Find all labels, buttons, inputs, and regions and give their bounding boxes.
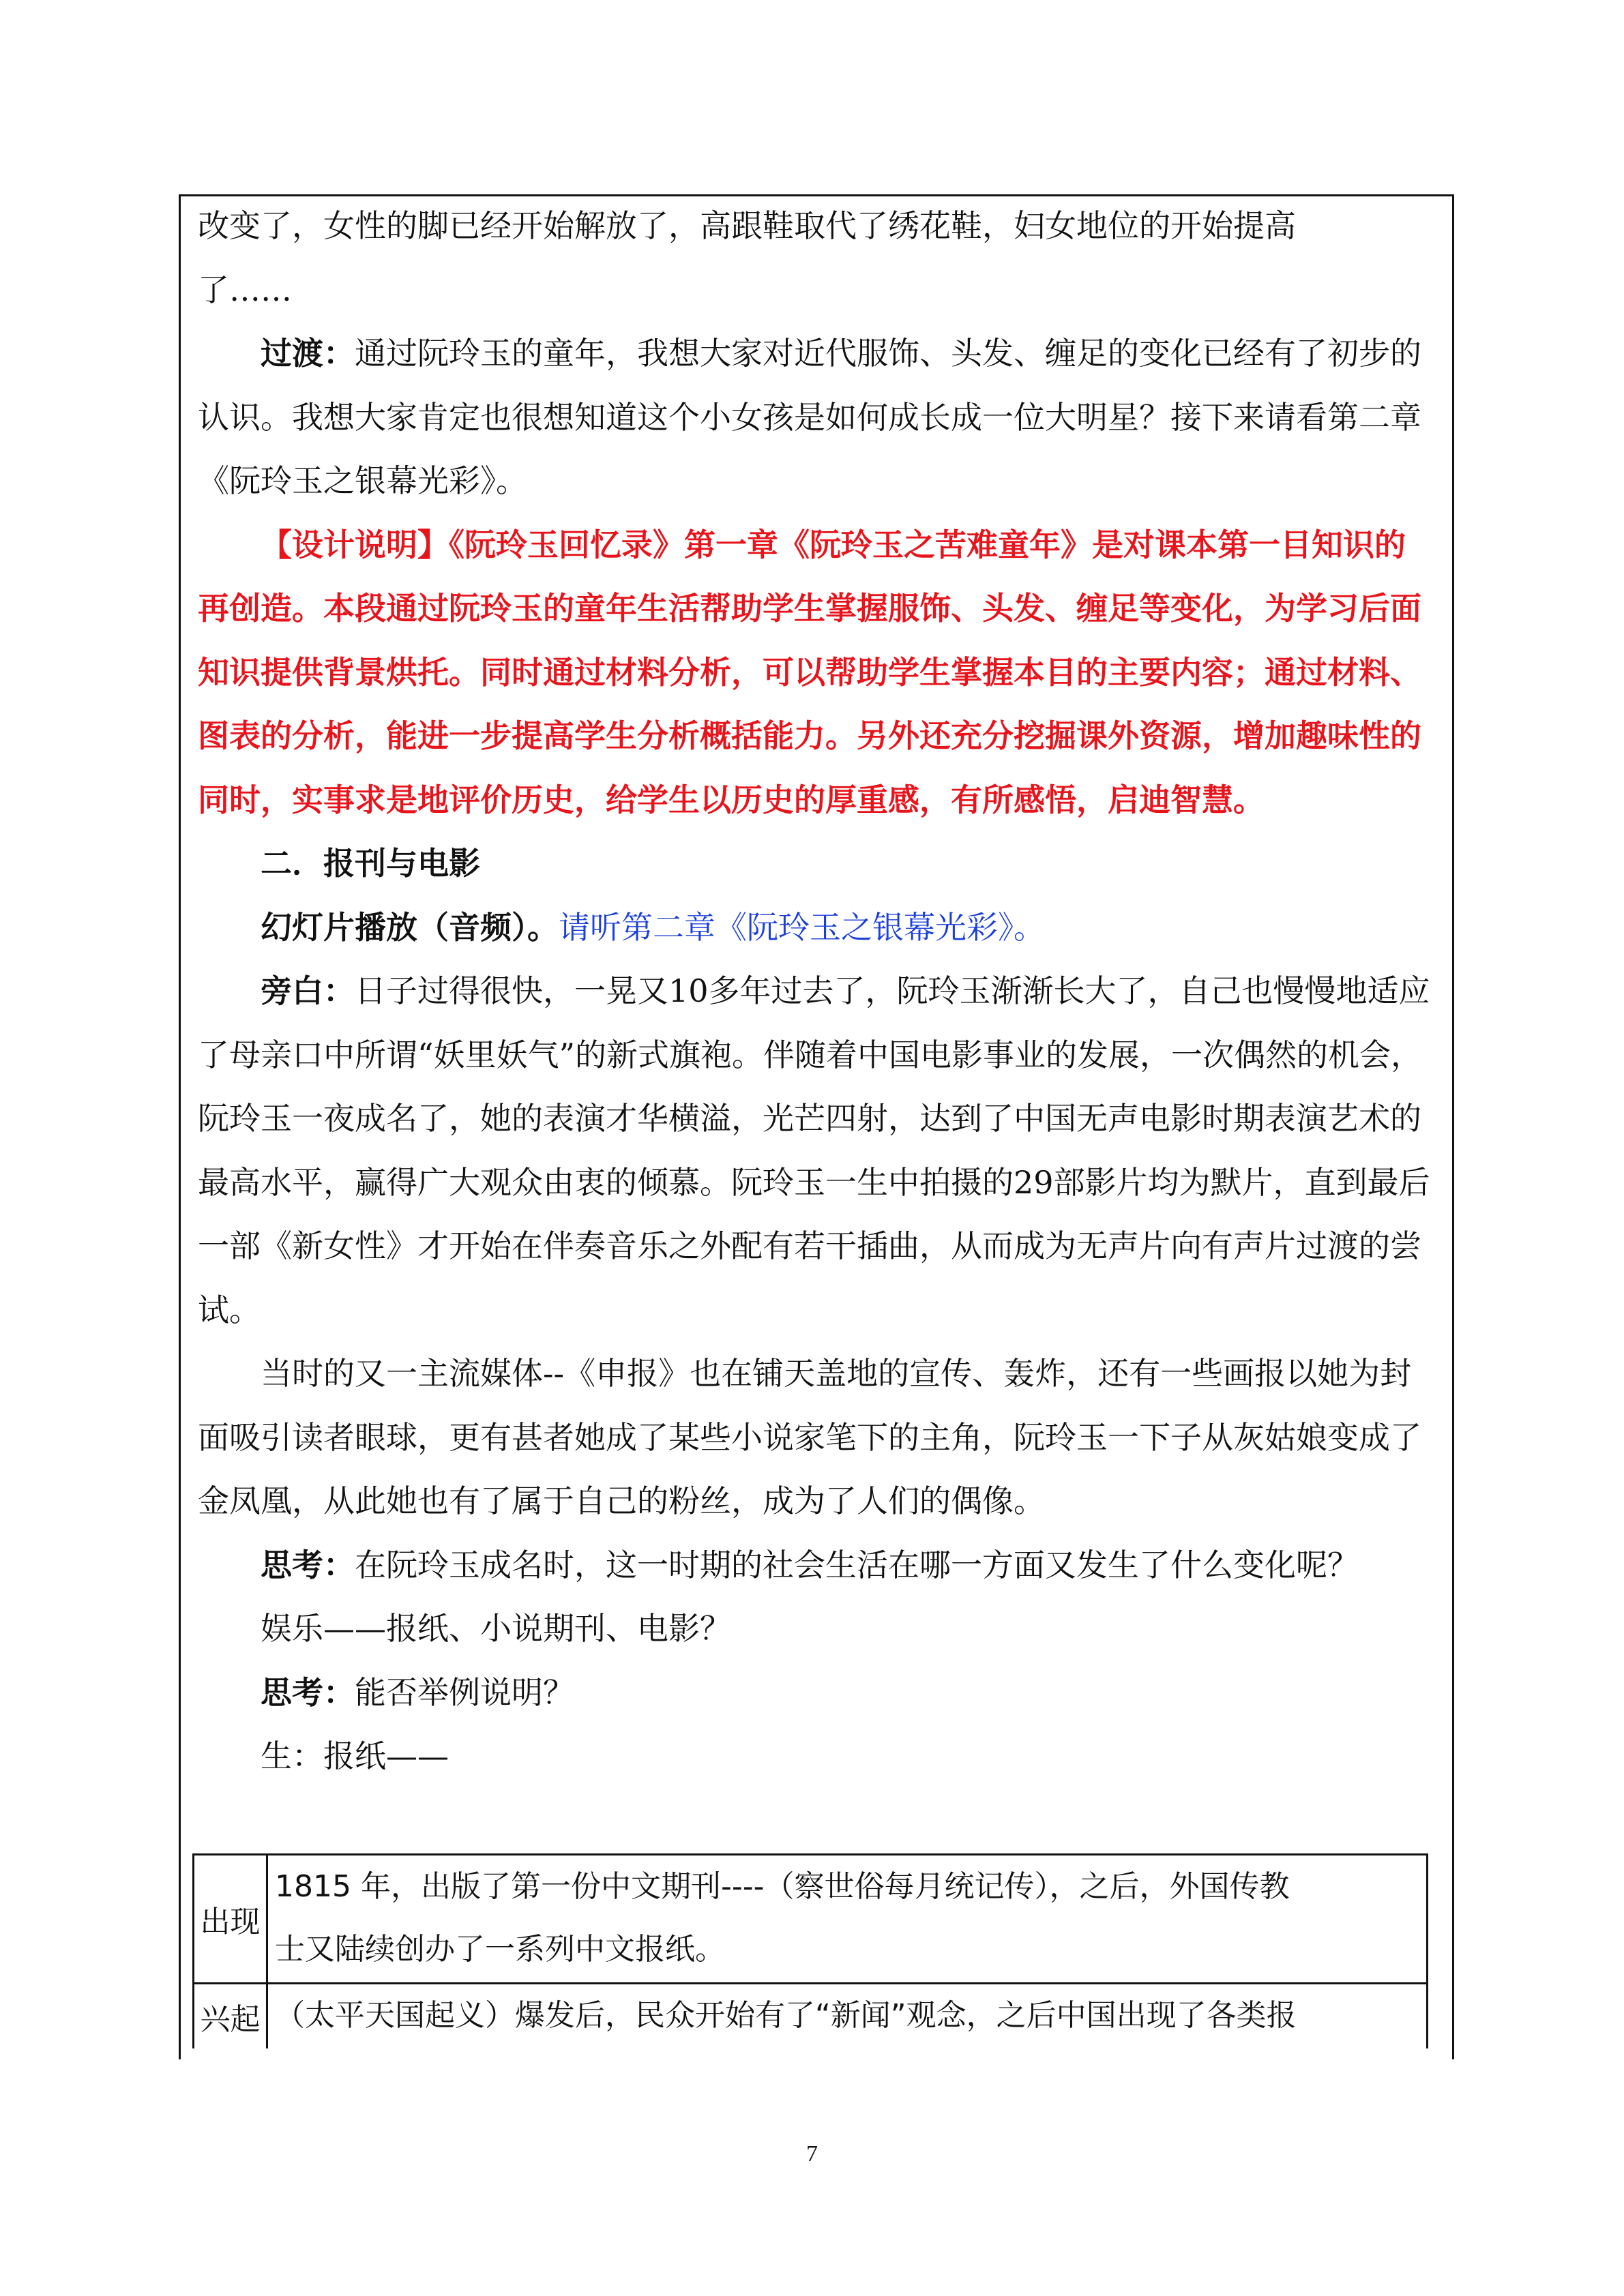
document-body	[198, 194, 1436, 1789]
think-paragraph	[198, 1534, 1436, 1598]
student-paragraph: 生：报纸——	[261, 1738, 449, 1774]
transition-label: 过渡：	[261, 335, 355, 372]
paragraph-line: 了……	[198, 271, 292, 308]
table-row	[194, 1984, 1426, 2048]
page-number: 7	[806, 2141, 818, 2166]
section-heading: 二．报刊与电影	[261, 845, 480, 882]
row-line: 1815 年，出版了第一份中文期刊----（察世俗每月统记传），之后，外国传教	[275, 1869, 1290, 1904]
answer-paragraph: 娱乐——报纸、小说期刊、电影？	[261, 1610, 731, 1647]
transition-paragraph	[198, 322, 1436, 513]
paragraph-line: 改变了，女性的脚已经开始解放了，高跟鞋取代了绣花鞋，妇女地位的开始提高	[198, 207, 1296, 244]
slide-text: 请听第二章《阮玲玉之银幕光彩》。	[559, 908, 1045, 946]
row-header: 兴起	[194, 1984, 268, 2048]
narration-paragraph	[198, 959, 1436, 1342]
transition-text: 通过阮玲玉的童年，我想大家对近代服饰、头发、缠足的变化已经有了初步的认识。我想大家肯定也很想知道这个小女孩是如何成长成一位大明星？接下来请看第二章《阮玲玉之银幕光彩》。	[198, 335, 1421, 499]
think-text: 在阮玲玉成名时，这一时期的社会生活在哪一方面又发生了什么变化呢？	[355, 1546, 1359, 1583]
narration-label: 旁白：	[261, 972, 355, 1009]
row-line: （太平天国起义）爆发后，民众开始有了“新闻”观念，之后中国出现了各类报	[275, 1998, 1297, 2033]
media-paragraph: 当时的又一主流媒体--《申报》也在铺天盖地的宣传、轰炸，还有一些画报以她为封面吸引读者眼球，更有甚者她成了某些小说家笔下的主角，阮玲玉一下子从灰姑娘变成了金凤凰，从此她也有了属于自己的粉丝，成为了人们的偶像。	[198, 1355, 1421, 1519]
narration-text: 日子过得很快，一晃又10多年过去了，阮玲玉渐渐长大了，自己也慢慢地适应了母亲口中所谓“妖里妖气”的新式旗袍。伴随着中国电影事业的发展，一次偶然的机会，阮玲玉一夜成名了，她的表演才华横溢，光芒四射，达到了中国无声电影时期表演艺术的最高水平，赢得广大观众由衷的倾慕。阮玲玉一生中拍摄的29部影片均为默片，直到最后一部《新女性》才开始在伴奏音乐之外配有若干插曲，从而成为无声片向有声片过渡的尝试。	[198, 972, 1430, 1328]
design-note: 【设计说明】《阮玲玉回忆录》第一章《阮玲玉之苦难童年》是对课本第一目知识的再创造。本段通过阮玲玉的童年生活帮助学生掌握服饰、头发、缠足等变化，为学习后面知识提供背景烘托。同时通过材料分析，可以帮助学生掌握本目的主要内容；通过材料、图表的分析，能进一步提高学生分析概括能力。另外还充分挖掘课外资源，增加趣味性的同时，实事求是地评价历史，给学生以历史的厚重感，有所感悟，启迪智慧。	[198, 526, 1421, 818]
slide-paragraph	[198, 896, 1436, 960]
think-label-2: 思考：	[261, 1673, 355, 1711]
think-label: 思考：	[261, 1546, 355, 1583]
row-content	[268, 1855, 1426, 1982]
think-paragraph-2	[198, 1661, 1436, 1725]
newspaper-table	[192, 1853, 1428, 2048]
row-line: 士又陆续创办了一系列中文报纸。	[275, 1932, 725, 1967]
slide-label: 幻灯片播放（音频）。	[261, 908, 559, 946]
row-header: 出现	[194, 1855, 268, 1982]
table-row	[194, 1855, 1426, 1984]
row-content	[268, 1984, 1426, 2048]
think-text-2: 能否举例说明？	[355, 1673, 574, 1711]
